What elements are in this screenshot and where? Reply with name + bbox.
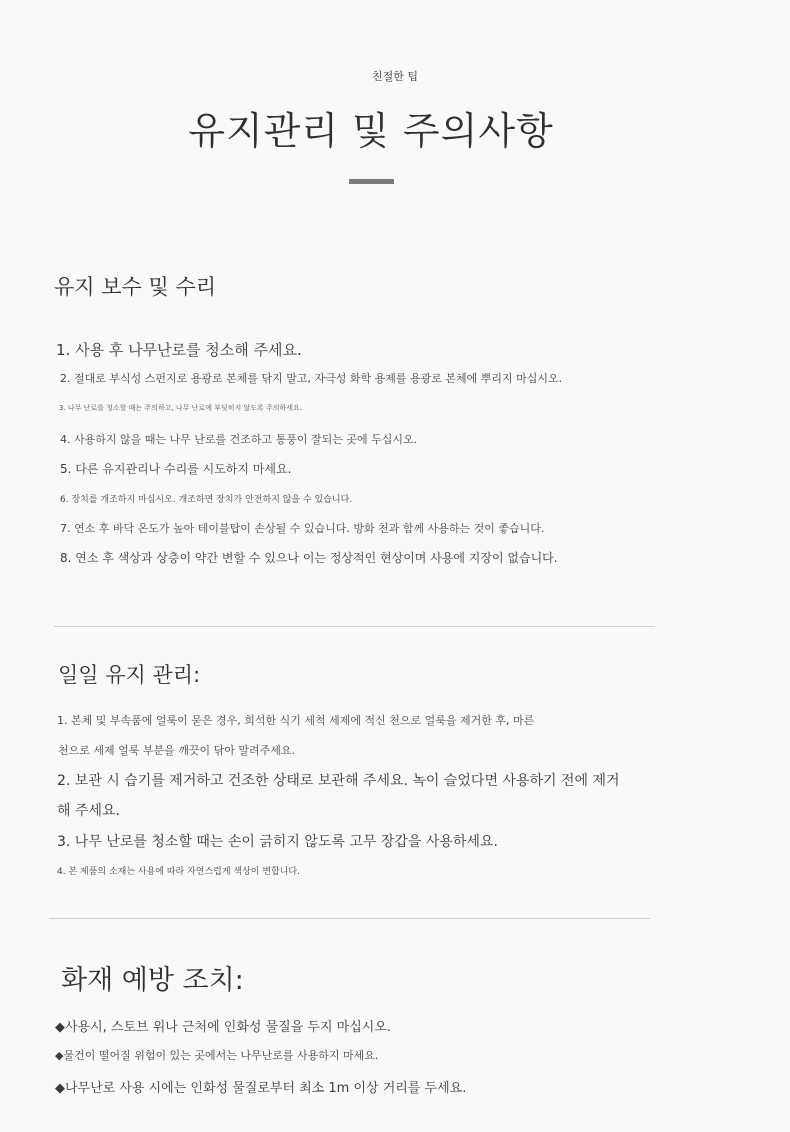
list-item: 3. 나무 난로를 청소할 때는 손이 긁히지 않도록 고무 장갑을 사용하세요. [57,834,498,850]
section-heading-repair: 유지 보수 및 수리 [54,275,217,299]
title-underline [349,179,394,184]
list-item: 2. 절대로 부식성 스펀지로 용광로 본체를 닦지 말고, 자극성 화학 용제를 용광로 본체에 뿌리지 마십시오. [60,372,563,385]
list-item: 5. 다른 유지관리나 수리를 시도하지 마세요. [60,462,292,476]
section-heading-fire: 화재 예방 조치: [61,965,244,996]
list-item: 1. 본체 및 부속품에 얼룩이 묻은 경우, 희석한 식기 세척 세제에 적신 천으로 얼룩을 제거한 후, 마른 [57,714,535,727]
list-item: 7. 연소 후 바닥 온도가 높아 테이블탑이 손상될 수 있습니다. 방화 천과 함께 사용하는 것이 좋습니다. [60,522,545,535]
list-item: 1. 사용 후 나무난로를 청소해 주세요. [56,341,302,359]
list-item: ◆나무난로 사용 시에는 인화성 물질로부터 최소 1m 이상 거리를 두세요. [55,1081,467,1096]
section-divider [49,918,650,919]
list-item: ◆사용시, 스토브 위나 근처에 인화성 물질을 두지 마십시오. [55,1020,392,1035]
page-kicker: 친절한 팁 [371,70,418,83]
list-item: 4. 사용하지 않을 때는 나무 난로를 건조하고 통풍이 잘되는 곳에 두십시오. [60,433,418,446]
list-item: 8. 연소 후 색상과 상층이 약간 변할 수 있으나 이는 정상적인 현상이며 사용에 지장이 없습니다. [60,551,558,565]
list-item: 4. 본 제품의 소재는 사용에 따라 자연스럽게 색상이 변합니다. [57,867,300,877]
list-item: 3. 나무 난로를 청소할 때는 주의하고, 나무 난로에 부딪히지 않도록 주의하세요. [59,404,303,412]
list-item: 해 주세요. [57,803,120,819]
list-item: 6. 장치를 개조하지 마십시오. 개조하면 장치가 안전하지 않을 수 있습니다. [60,495,353,505]
section-heading-daily: 일일 유지 관리: [58,663,201,687]
list-item: 2. 보관 시 습기를 제거하고 건조한 상태로 보관해 주세요. 녹이 슬었다면 사용하기 전에 제거 [57,773,620,789]
page-title: 유지관리 및 주의사항 [188,109,554,153]
list-item: ◆물건이 떨어질 위험이 있는 곳에서는 나무난로를 사용하지 마세요. [55,1049,379,1062]
list-item: 천으로 세제 얼룩 부분을 깨끗이 닦아 말려주세요. [58,744,295,757]
section-divider [54,626,655,627]
